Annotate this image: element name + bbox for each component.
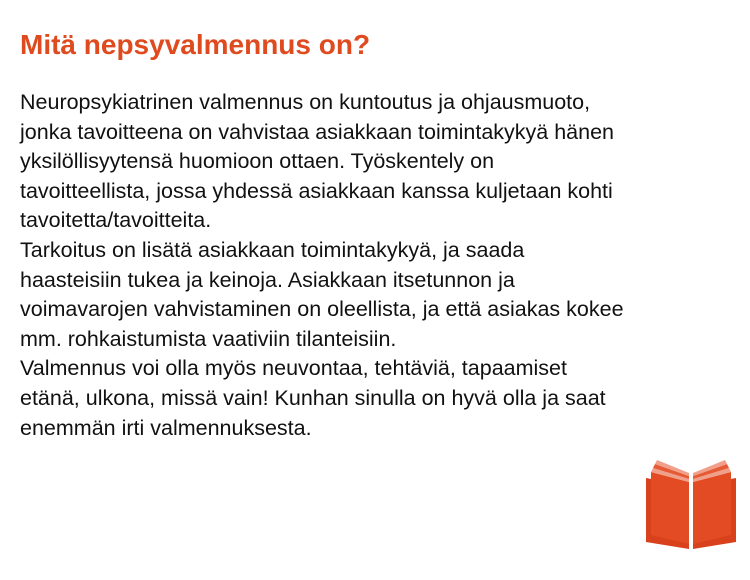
text-line: voimavarojen vahvistaminen on oleellista, ja että asiakas kokee bbox=[20, 297, 624, 322]
text-line: mm. rohkaistumista vaativiin tilanteisiin. bbox=[20, 326, 397, 351]
text-line: tavoitteellista, jossa yhdessä asiakkaan kanssa kuljetaan kohti bbox=[20, 178, 613, 203]
text-line: enemmän irti valmennuksesta. bbox=[20, 415, 312, 440]
body-text bbox=[20, 88, 730, 443]
paragraph-formats bbox=[20, 354, 730, 443]
page-title: Mitä nepsyvalmennus on? bbox=[20, 29, 371, 60]
text-line: tavoitetta/tavoitteita. bbox=[20, 208, 212, 233]
text-line: Neuropsykiatrinen valmennus on kuntoutus ja ohjausmuoto, bbox=[20, 90, 591, 114]
text-line: Valmennus voi olla myös neuvontaa, tehtäviä, tapaamiset bbox=[20, 356, 567, 381]
text-line: etänä, ulkona, missä vain! Kunhan sinulla on hyvä olla ja saat bbox=[20, 385, 606, 410]
open-book-icon bbox=[644, 458, 738, 550]
text-line: yksilöllisyytensä huomioon ottaen. Työskentely on bbox=[20, 149, 495, 174]
text-line: Tarkoitus on lisätä asiakkaan toimintakykyä, ja saada bbox=[20, 237, 525, 262]
text-line: haasteisiin tukea ja keinoja. Asiakkaan itsetunnon ja bbox=[20, 267, 515, 292]
paragraph-purpose bbox=[20, 236, 730, 354]
paragraph-intro bbox=[20, 88, 730, 236]
text-line: jonka tavoitteena on vahvistaa asiakkaan toimintakykyä hänen bbox=[20, 119, 615, 144]
